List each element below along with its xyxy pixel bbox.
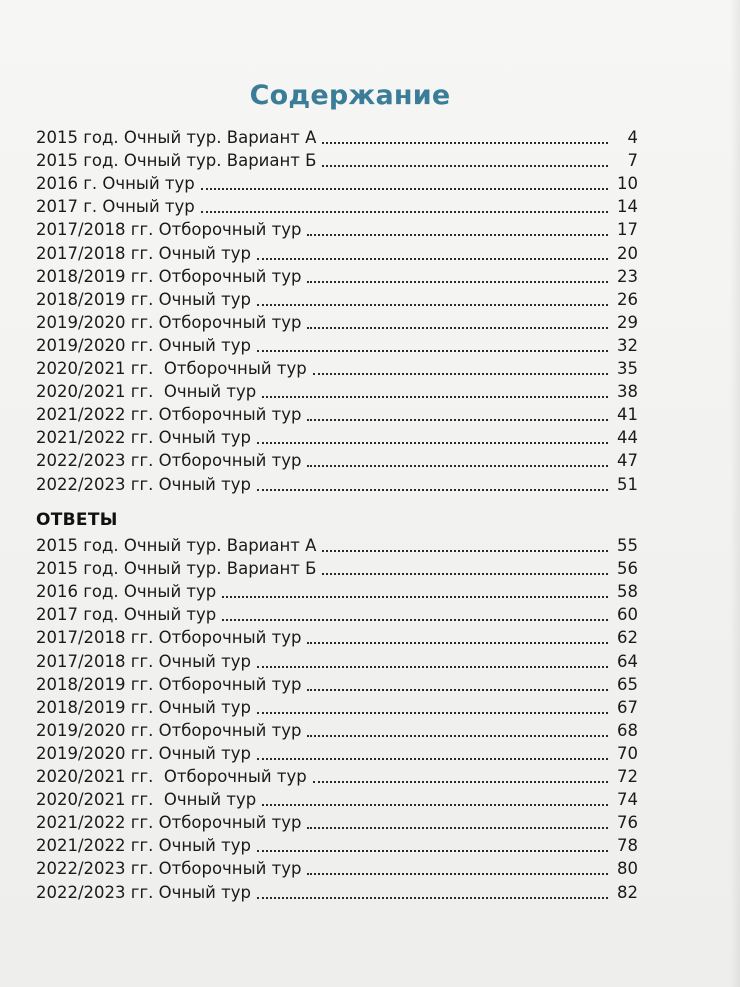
entry-title: 2016 г. Очный тур <box>36 174 195 194</box>
entry-page-number: 60 <box>617 605 638 625</box>
entry-page-number: 76 <box>617 813 638 833</box>
dot-leader <box>307 735 608 737</box>
contents-entry <box>36 195 638 218</box>
answers-entry <box>36 765 638 788</box>
entry-page-number: 64 <box>617 651 638 671</box>
entry-title: 2015 год. Очный тур. Вариант Б <box>36 151 317 171</box>
dot-leader <box>257 712 608 714</box>
entry-title: 2021/2022 гг. Отборочный тур <box>36 405 302 425</box>
entry-title: 2017/2018 гг. Отборочный тур <box>36 628 302 648</box>
entry-title: 2021/2022 гг. Отборочный тур <box>36 813 302 833</box>
dot-leader <box>307 234 608 236</box>
entry-title: 2020/2021 гг. Очный тур <box>36 790 257 810</box>
dot-leader <box>313 373 608 375</box>
entry-page-number: 47 <box>617 451 638 471</box>
contents-entry <box>36 172 638 195</box>
answers-entry <box>36 696 638 719</box>
entry-title: 2018/2019 гг. Очный тур <box>36 289 251 309</box>
dot-leader <box>257 666 608 668</box>
answers-entry <box>36 857 638 880</box>
page-edge-shadow <box>730 0 740 987</box>
entry-title: 2022/2023 гг. Очный тур <box>36 474 251 494</box>
dot-leader <box>201 211 608 213</box>
contents-entry <box>36 380 638 403</box>
entry-title: 2020/2021 гг. Очный тур <box>36 382 257 402</box>
answers-entry <box>36 788 638 811</box>
entry-title: 2022/2023 гг. Отборочный тур <box>36 451 302 471</box>
entry-page-number: 14 <box>617 197 638 217</box>
entry-page-number: 10 <box>617 174 638 194</box>
dot-leader <box>257 304 608 306</box>
answers-entry <box>36 742 638 765</box>
dot-leader <box>322 573 608 575</box>
contents-entry <box>36 426 638 449</box>
dot-leader <box>257 897 608 899</box>
entry-title: 2019/2020 гг. Очный тур <box>36 335 251 355</box>
contents-entry <box>36 357 638 380</box>
contents-entry <box>36 311 638 334</box>
entry-title: 2017/2018 гг. Очный тур <box>36 243 251 263</box>
dot-leader <box>307 465 608 467</box>
answers-list <box>36 534 638 904</box>
entry-page-number: 4 <box>627 128 638 148</box>
dot-leader <box>257 758 608 760</box>
contents-entry <box>36 334 638 357</box>
entry-title: 2015 год. Очный тур. Вариант Б <box>36 559 317 579</box>
answers-entry <box>36 834 638 857</box>
entry-page-number: 78 <box>617 836 638 856</box>
entry-title: 2017 г. Очный тур <box>36 197 195 217</box>
dot-leader <box>322 165 608 167</box>
entry-title: 2020/2021 гг. Отборочный тур <box>36 359 307 379</box>
entry-page-number: 29 <box>617 312 638 332</box>
entry-page-number: 68 <box>617 720 638 740</box>
entry-page-number: 35 <box>617 359 638 379</box>
contents-entry <box>36 472 638 495</box>
dot-leader <box>307 419 608 421</box>
contents-list <box>36 126 638 496</box>
dot-leader <box>313 781 608 783</box>
entry-title: 2018/2019 гг. Очный тур <box>36 697 251 717</box>
answers-entry <box>36 880 638 903</box>
dot-leader <box>222 619 608 621</box>
entry-page-number: 7 <box>627 151 638 171</box>
answers-entry <box>36 557 638 580</box>
contents-entry <box>36 241 638 264</box>
entry-page-number: 74 <box>617 790 638 810</box>
dot-leader <box>322 142 608 144</box>
dot-leader <box>201 188 608 190</box>
entry-title: 2021/2022 гг. Очный тур <box>36 428 251 448</box>
answers-entry <box>36 811 638 834</box>
answers-entry <box>36 673 638 696</box>
entry-page-number: 72 <box>617 767 638 787</box>
entry-title: 2015 год. Очный тур. Вариант А <box>36 128 317 148</box>
entry-title: 2017/2018 гг. Отборочный тур <box>36 220 302 240</box>
entry-page-number: 23 <box>617 266 638 286</box>
dot-leader <box>322 550 608 552</box>
answers-entry <box>36 649 638 672</box>
dot-leader <box>307 689 608 691</box>
dot-leader <box>307 827 608 829</box>
entry-title: 2016 год. Очный тур <box>36 582 217 602</box>
dot-leader <box>307 281 608 283</box>
entry-page-number: 32 <box>617 335 638 355</box>
answers-entry <box>36 603 638 626</box>
dot-leader <box>262 396 608 398</box>
entry-page-number: 65 <box>617 674 638 694</box>
dot-leader <box>307 327 608 329</box>
dot-leader <box>257 850 608 852</box>
entry-page-number: 80 <box>617 859 638 879</box>
entry-page-number: 67 <box>617 697 638 717</box>
dot-leader <box>222 596 608 598</box>
page-title: Содержание <box>249 80 451 112</box>
dot-leader <box>257 489 608 491</box>
entry-title: 2020/2021 гг. Отборочный тур <box>36 767 307 787</box>
entry-page-number: 58 <box>617 582 638 602</box>
entry-title: 2021/2022 гг. Очный тур <box>36 836 251 856</box>
contents-entry <box>36 218 638 241</box>
entry-title: 2019/2020 гг. Очный тур <box>36 743 251 763</box>
dot-leader <box>307 873 608 875</box>
contents-entry <box>36 149 638 172</box>
entry-page-number: 44 <box>617 428 638 448</box>
contents-entry <box>36 449 638 472</box>
contents-entry <box>36 265 638 288</box>
answers-entry <box>36 719 638 742</box>
entry-title: 2022/2023 гг. Отборочный тур <box>36 859 302 879</box>
entry-title: 2017/2018 гг. Очный тур <box>36 651 251 671</box>
contents-entry <box>36 288 638 311</box>
entry-page-number: 62 <box>617 628 638 648</box>
entry-page-number: 41 <box>617 405 638 425</box>
entry-title: 2019/2020 гг. Отборочный тур <box>36 720 302 740</box>
contents-entry <box>36 126 638 149</box>
contents-entry <box>36 403 638 426</box>
entry-page-number: 17 <box>617 220 638 240</box>
dot-leader <box>262 804 608 806</box>
entry-page-number: 20 <box>617 243 638 263</box>
dot-leader <box>307 642 608 644</box>
answers-entry <box>36 534 638 557</box>
entry-page-number: 51 <box>617 474 638 494</box>
entry-title: 2022/2023 гг. Очный тур <box>36 882 251 902</box>
answers-entry <box>36 580 638 603</box>
entry-title: 2018/2019 гг. Отборочный тур <box>36 674 302 694</box>
entry-page-number: 56 <box>617 559 638 579</box>
entry-title: 2019/2020 гг. Отборочный тур <box>36 312 302 332</box>
entry-title: 2017 год. Очный тур <box>36 605 217 625</box>
dot-leader <box>257 350 608 352</box>
dot-leader <box>257 442 608 444</box>
dot-leader <box>257 258 608 260</box>
answers-heading: ОТВЕТЫ <box>36 510 118 530</box>
entry-page-number: 38 <box>617 382 638 402</box>
entry-page-number: 82 <box>617 882 638 902</box>
entry-page-number: 26 <box>617 289 638 309</box>
entry-title: 2018/2019 гг. Отборочный тур <box>36 266 302 286</box>
answers-entry <box>36 626 638 649</box>
entry-page-number: 55 <box>617 536 638 556</box>
entry-title: 2015 год. Очный тур. Вариант А <box>36 536 317 556</box>
entry-page-number: 70 <box>617 743 638 763</box>
